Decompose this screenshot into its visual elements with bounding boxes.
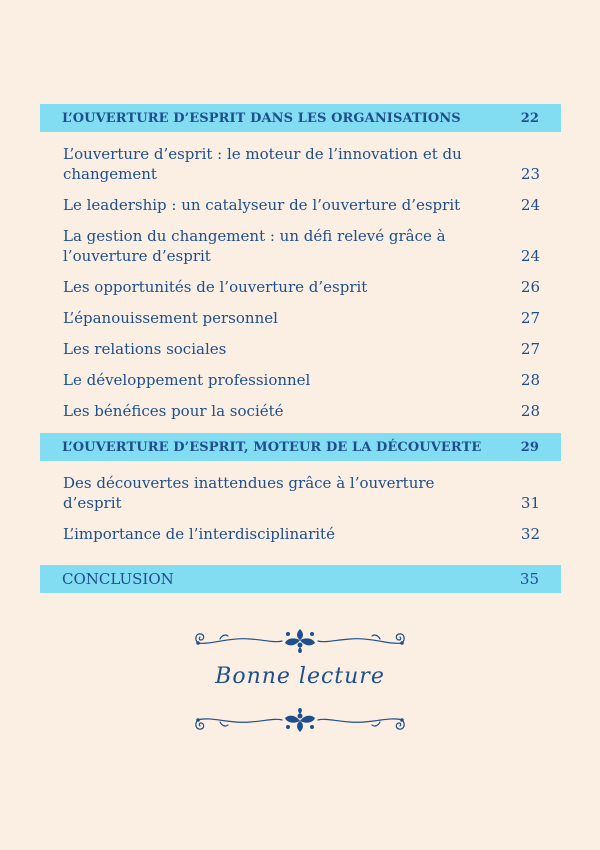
toc-entry[interactable] xyxy=(63,339,540,359)
entry-page-number: 24 xyxy=(520,247,540,265)
entry-title: L’ouverture d’esprit : le moteur de l’innovation et du changement xyxy=(63,145,462,183)
section-title: L’OUVERTURE D’ESPRIT DANS LES ORGANISATIONS xyxy=(62,110,461,126)
toc-entry[interactable] xyxy=(63,524,540,544)
toc-section-header[interactable] xyxy=(40,433,561,461)
entry-title: Le développement professionnel xyxy=(63,371,311,389)
entry-title: Les relations sociales xyxy=(63,340,227,358)
entry-title: Le leadership : un catalyseur de l’ouverture d’esprit xyxy=(63,196,461,214)
entry-page-number: 27 xyxy=(520,340,540,358)
floral-divider-icon xyxy=(190,706,410,736)
toc-entry[interactable] xyxy=(63,473,540,513)
table-of-contents xyxy=(40,104,561,593)
section-page-number: 35 xyxy=(519,570,539,588)
section-title: L’OUVERTURE D’ESPRIT, MOTEUR DE LA DÉCOUVERTE xyxy=(62,439,482,455)
entry-title: Les opportunités de l’ouverture d’esprit xyxy=(63,278,368,296)
section-title: CONCLUSION xyxy=(62,570,174,588)
toc-entry[interactable] xyxy=(63,308,540,328)
entry-page-number: 27 xyxy=(520,309,540,327)
toc-section-header[interactable] xyxy=(40,104,561,132)
toc-entries xyxy=(40,144,561,421)
section-page-number: 29 xyxy=(520,439,539,455)
toc-entries xyxy=(40,473,561,544)
entry-title: Des découvertes inattendues grâce à l’ouverture d’esprit xyxy=(63,474,435,512)
toc-section-header[interactable] xyxy=(40,565,561,593)
entry-title: Les bénéfices pour la société xyxy=(63,402,284,420)
toc-entry[interactable] xyxy=(63,277,540,297)
toc-entry[interactable] xyxy=(63,195,540,215)
entry-title: L’épanouissement personnel xyxy=(63,309,278,327)
closing-text: Bonne lecture xyxy=(215,664,385,689)
toc-entry[interactable] xyxy=(63,226,540,266)
toc-entry[interactable] xyxy=(63,401,540,421)
floral-divider-icon xyxy=(190,625,410,655)
entry-page-number: 23 xyxy=(520,165,540,183)
entry-title: L’importance de l’interdisciplinarité xyxy=(63,525,335,543)
toc-entry[interactable] xyxy=(63,370,540,390)
entry-page-number: 26 xyxy=(520,278,540,296)
entry-page-number: 32 xyxy=(520,525,540,543)
toc-entry[interactable] xyxy=(63,144,540,184)
entry-page-number: 31 xyxy=(520,494,540,512)
entry-page-number: 24 xyxy=(520,196,540,214)
entry-page-number: 28 xyxy=(520,371,540,389)
entry-page-number: 28 xyxy=(520,402,540,420)
section-page-number: 22 xyxy=(520,110,539,126)
entry-title: La gestion du changement : un défi relevé grâce à l’ouverture d’esprit xyxy=(63,227,446,265)
